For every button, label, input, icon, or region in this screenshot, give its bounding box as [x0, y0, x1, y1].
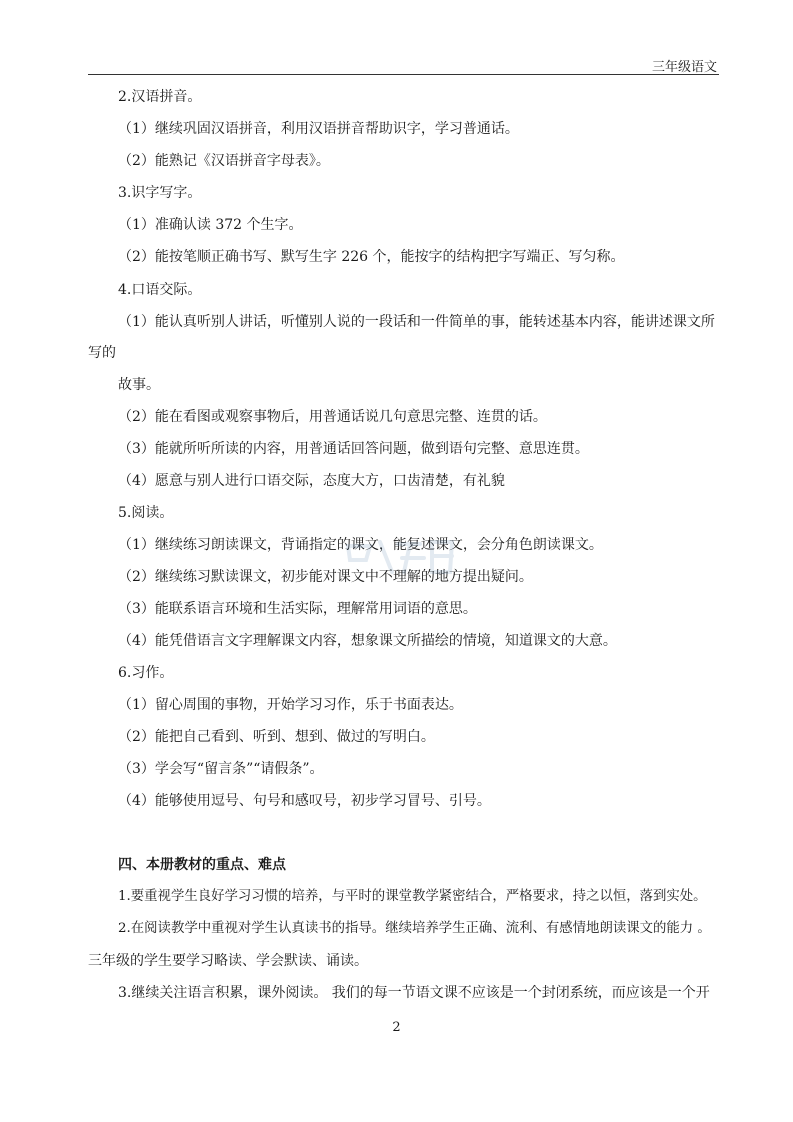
text-line: 3.继续关注语言积累，课外阅读。 我们的每一节语文课不应该是一个封闭系统，而应该是一个开 — [118, 985, 710, 1001]
text-line: 故事。 — [118, 377, 160, 393]
text-line: （3）能就所听所读的内容，用普通话回答问题，做到语句完整、意思连贯。 — [118, 441, 589, 457]
page-number: 2 — [392, 1020, 401, 1035]
text-line: （2）继续练习默读课文，初步能对课文中不理解的地方提出疑问。 — [118, 569, 533, 585]
text-line: 2.在阅读教学中重视对学生认真读书的指导。继续培养学生正确、流利、有感情地朗读课文的能力 。 — [118, 921, 711, 936]
section-heading-literacy: 3.识字写字。 — [118, 185, 202, 201]
section-heading-writing: 6.习作。 — [118, 665, 174, 681]
section-title-key-points: 四、本册教材的重点、难点 — [118, 857, 286, 873]
text-line: （1）继续巩固汉语拼音，利用汉语拼音帮助识字，学习普通话。 — [118, 121, 519, 137]
text-line: （2）能在看图或观察事物后，用普通话说几句意思完整、连贯的话。 — [118, 409, 547, 425]
text-line: （1）准确认读 372 个生字。 — [118, 217, 303, 233]
text-line: （2）能熟记《汉语拼音字母表》。 — [118, 153, 330, 169]
text-line: （4）能凭借语言文字理解课文内容，想象课文所描绘的情境，知道课文的大意。 — [118, 633, 617, 649]
text-line: （4）愿意与别人进行口语交际，态度大方，口齿清楚，有礼貌 — [118, 473, 505, 489]
text-line: （1）能认真听别人讲话，听懂别人说的一段话和一件简单的事，能转述基本内容，能讲述课文所 — [118, 314, 715, 330]
text-line: （3）学会写“留言条”“请假条”。 — [118, 761, 324, 777]
text-line: （2）能按笔顺正确书写、默写生字 226 个，能按字的结构把字写端正、写匀称。 — [118, 249, 625, 265]
section-heading-oral: 4.口语交际。 — [118, 282, 202, 298]
text-line: （3）能联系语言环境和生活实际，理解常用词语的意思。 — [118, 601, 477, 617]
section-heading-reading: 5.阅读。 — [118, 505, 174, 521]
text-line: 三年级的学生要学习略读、学会默读、诵读。 — [88, 953, 368, 969]
page-header — [88, 52, 719, 75]
text-line: （4）能够使用逗号、句号和感叹号，初步学习冒号、引号。 — [118, 793, 491, 809]
text-line: （2）能把自己看到、听到、想到、做过的写明白。 — [118, 729, 435, 745]
text-line: 写的 — [88, 345, 116, 361]
text-line: 1.要重视学生良好学习习惯的培养，与平时的课堂教学紧密结合，严格要求，持之以恒，落到实处。 — [118, 889, 707, 904]
section-heading-pinyin: 2.汉语拼音。 — [118, 89, 202, 105]
text-line: （1）留心周围的事物，开始学习习作，乐于书面表达。 — [118, 697, 463, 713]
text-line: （1）继续练习朗读课文，背诵指定的课文，能复述课文，会分角色朗读课文。 — [118, 537, 603, 553]
header-title: 三年级语文 — [651, 60, 717, 75]
